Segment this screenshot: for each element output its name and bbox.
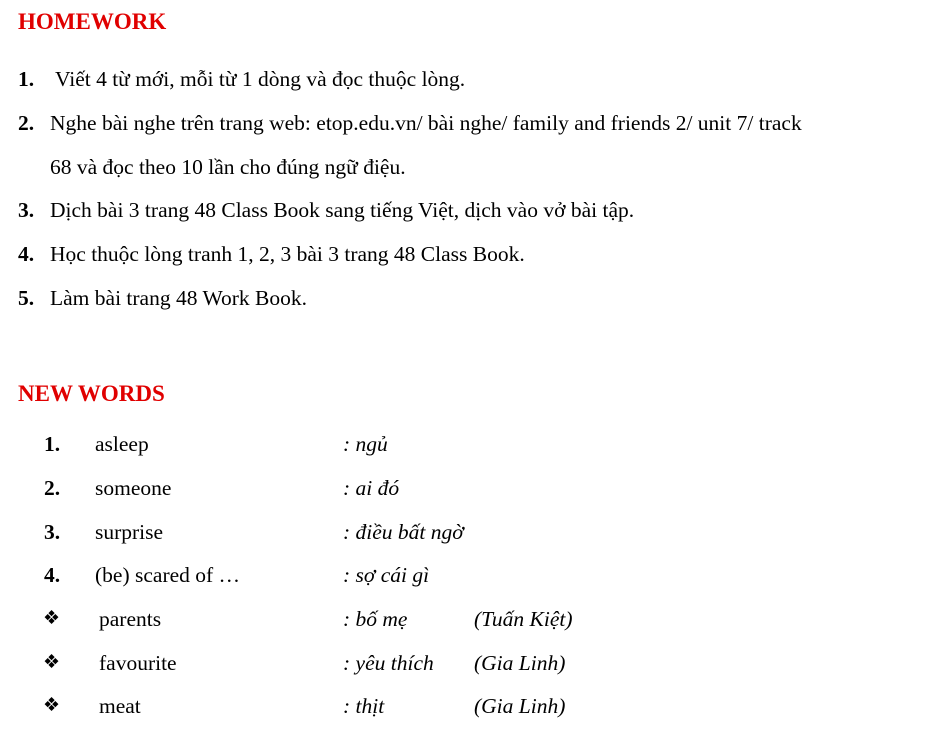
new-word-meaning: : thịt (343, 694, 385, 718)
new-word-row (0, 649, 944, 677)
homework-item-text: Học thuộc lòng tranh 1, 2, 3 bài 3 trang 48 Class Book. (50, 242, 525, 266)
homework-item-5 (18, 284, 307, 312)
new-word-contributor: (Gia Linh) (474, 694, 566, 718)
new-word-meaning: : bố mẹ (343, 607, 408, 631)
new-word-term: (be) scared of … (95, 563, 241, 587)
homework-item-4 (18, 240, 525, 268)
homework-item-number: 3. (18, 198, 35, 222)
diamond-bullet-icon: ❖ (43, 695, 61, 716)
homework-item-3 (18, 196, 634, 224)
new-word-row (0, 474, 944, 502)
new-word-row (0, 692, 944, 720)
homework-item-2-continuation: 68 và đọc theo 10 lần cho đúng ngữ điệu. (50, 155, 406, 179)
homework-item-text: Làm bài trang 48 Work Book. (50, 286, 308, 310)
new-word-term: favourite (99, 651, 177, 675)
new-word-number: 2. (44, 476, 61, 500)
new-word-contributor: (Tuấn Kiệt) (474, 607, 573, 631)
new-word-meaning: : sợ cái gì (343, 563, 430, 587)
new-word-meaning: : điều bất ngờ (343, 520, 464, 544)
new-word-meaning: : ngủ (343, 432, 388, 456)
new-word-number: 1. (44, 432, 61, 456)
new-word-term: parents (99, 607, 162, 631)
new-word-term: asleep (95, 432, 149, 456)
homework-item-1 (18, 65, 465, 93)
new-word-contributor: (Gia Linh) (474, 651, 566, 675)
homework-item-text: Viết 4 từ mới, mỗi từ 1 dòng và đọc thuộc lòng. (50, 67, 466, 91)
new-word-term: surprise (95, 520, 164, 544)
homework-item-text: Nghe bài nghe trên trang web: etop.edu.vn/ bài nghe/ family and friends 2/ unit 7/ track (50, 111, 802, 135)
homework-item-text: Dịch bài 3 trang 48 Class Book sang tiếng Việt, dịch vào vở bài tập. (50, 198, 635, 222)
homework-item-number: 4. (18, 242, 35, 266)
diamond-bullet-icon: ❖ (43, 608, 61, 629)
new-word-term: meat (99, 694, 141, 718)
homework-item-2 (18, 109, 802, 137)
new-words-heading: NEW WORDS (18, 381, 165, 406)
homework-heading: HOMEWORK (18, 9, 167, 34)
homework-item-number: 5. (18, 286, 35, 310)
new-word-meaning: : ai đó (343, 476, 400, 500)
new-word-row (0, 605, 944, 633)
new-word-meaning: : yêu thích (343, 651, 434, 675)
homework-item-number: 2. (18, 111, 35, 135)
homework-item-number: 1. (18, 67, 35, 91)
new-word-term: someone (95, 476, 172, 500)
new-word-row (0, 518, 944, 546)
new-word-number: 4. (44, 563, 61, 587)
new-word-row (0, 561, 944, 589)
new-word-row (0, 430, 944, 458)
diamond-bullet-icon: ❖ (43, 652, 61, 673)
new-word-number: 3. (44, 520, 61, 544)
